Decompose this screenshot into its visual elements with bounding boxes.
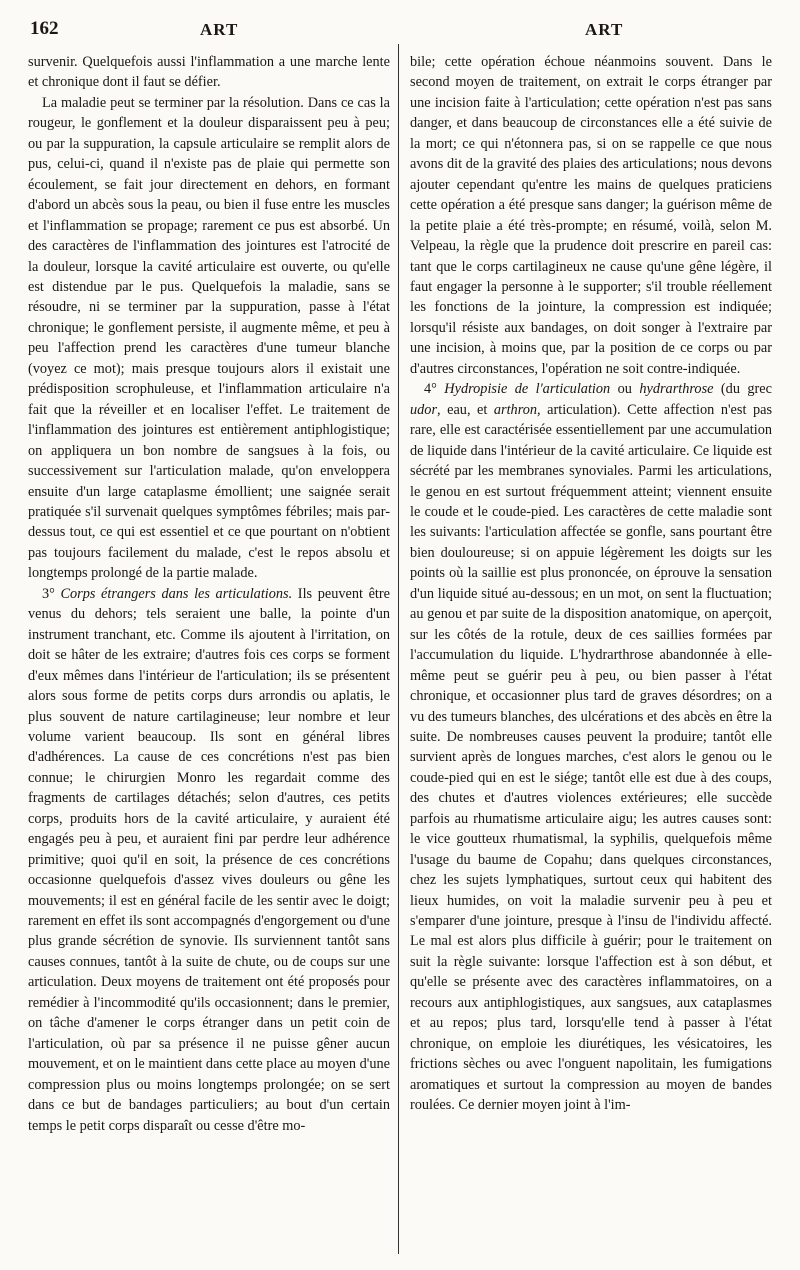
italic-text: arthron xyxy=(493,401,538,418)
italic-text: Hydropisie de l'articulation xyxy=(444,381,611,398)
right-column xyxy=(410,52,772,1116)
paragraph xyxy=(28,93,390,584)
text-run: survenir. Quelquefois aussi l'inflammation a une marche lente et chronique dont il faut se défier. xyxy=(28,54,390,91)
text-run: 3° xyxy=(42,585,61,602)
paragraph xyxy=(28,52,390,93)
italic-text: udor xyxy=(410,401,438,418)
left-running-head: ART xyxy=(200,20,239,39)
italic-text: Corps étrangers dans les articulations. xyxy=(60,585,293,602)
right-running-head: ART xyxy=(585,20,624,39)
left-column xyxy=(28,52,390,1136)
column-divider xyxy=(398,44,399,1254)
italic-text: hydrarthrose xyxy=(639,381,714,398)
text-run: 4° xyxy=(424,381,445,398)
text-run: (du grec xyxy=(713,381,772,398)
running-header xyxy=(0,18,800,44)
text-run: Ils peuvent être venus du dehors; tels seraient une balle, la pointe d'un instrument tranchant, etc. Comme ils ajoutent à l'irritation, on doit se hâter de les extraire; d'autres fois ces corps se forment d'eux mêmes dans l'intérieur de l'articulation; ils se présentent alors sous forme de petits corps durs arrondis ou aplatis, le plus souvent de nature cartilagineuse; leur nombre et leur volume varient beaucoup. Ils sont en général libres d'adhérences. La cause de ces concrétions n'est pas bien connue; le chirurgien Monro les regardait comme des fragments de cartilages détachés; selon d'autres, ces petits corps, produits hors de la cavité articulaire, y auraient été engagés peu à peu, et auraient fini par perdre leur adhérence primitive; quoi qu'il en soit, la présence de ces concrétions occasionne quelquefois d'assez vives douleurs ou gêne les mouvements; il est en général facile de les sentir avec le doigt; rarement en effet ils sont accompagnés d'engorgement ou d'une plus grande sécrétion de synovie. Ils surviennent tantôt sans causes connues, tantôt à la suite de chute, ou de coups sur une articulation. Deux moyens de traitement ont été proposés pour remédier à l'incommodité qu'ils occasionnent; dans le premier, on tâche d'amener le corps étranger dans un petit coin de l'articulation, où par sa présence il ne puisse gêner aucun mouvement, et on le maintient dans cette place au moyen d'une compression plus ou moins longtemps prolongée; on se sert dans ce but de bandages particuliers; au bout d'un certain temps le petit corps disparaît ou cesse d'être mo- xyxy=(28,585,390,1134)
text-run: ou xyxy=(610,381,640,398)
text-run: , articulation). Cette affection n'est pas rare, elle est caractérisée essentiellement par une accumulation de liquide dans l'intérieur de la cavité articulaire. Ce liquide est sécrété par les membranes synoviales. Parmi les articulations, le genou en est surtout fréquemment atteint; viennent ensuite le coude et le coude-pied. Les caractères de cette maladie sont les suivants: l'articulation affectée se gonfle, sans pourtant être bien douloureuse; si on appuie légèrement les doigts sur les points où la saillie est plus prononcée, on éprouve la sensation d'un liquide situé au-dessous; en un mot, on sent la fluctuation; au genou et par suite de la disposition anatomique, on aperçoit, sur les côtés de la rotule, deux de ces saillies formées par l'accumulation du liquide. L'hydrarthrose abandonnée à elle-même peut se guérir peu à peu, ou bien passer à l'état chronique, et occasionner plus tard de graves désordres; on a vu des tumeurs blanches, des ulcérations et des abcès en être la suite. De nombreuses causes peuvent la produire; tantôt elle survient après de longues marches, c'est alors le genou ou le coude-pied qui en est le siége; tantôt elle est due à des coups, des chutes et d'autres violences extérieures; elle succède parfois au rhumatisme articulaire aigu; les autres causes sont: le vice goutteux rhumatismal, la syphilis, quelquefois même l'usage du baume de Copahu; dans quelques circonstances, chez les sujets lymphatiques, surtout ceux qui habitent des lieux humides, on voit la maladie survenir peu à peu et s'emparer d'une jointure, presque à l'insu de l'individu affecté. Le mal est alors plus difficile à guérir; pour le traitement on suit la règle suivante: lorsque l'affection est à son début, et qu'elle se présente avec des caractères inflammatoires, on a recours aux antiphlogistiques, aux sangsues, aux cataplasmes et au repos; plus tard, lorsqu'elle tend à passer à l'état chronique, on emploie les diurétiques, les vésicatoires, les frictions sèches ou avec l'onguent napolitain, les fumigations aromatiques et surtout la compression au moyen de bandes roulées. Ce dernier moyen joint à l'im- xyxy=(410,401,773,1114)
text-run: bile; cette opération échoue néanmoins souvent. Dans le second moyen de traitement, on extrait le corps étranger par une incision faite à l'articulation; cette opération n'est pas sans danger, et dans beaucoup de circonstances elle a été suivie de la mort; ce qui n'étonnera pas, si on se rappelle ce que nous avons dit de la gravité des plaies des articulations; nous devons ajouter cependant qu'entre les mains de quelques praticiens cette opération a été presque sans danger; la guérison même de la petite plaie a été très-prompte; en résumé, voilà, selon M. Velpeau, la règle que la prudence doit prescrire en pareil cas: tant que le corps cartilagineux ne cause qu'une gêne légère, il faut engager la personne à le supporter; s'il trouble réellement les fonctions de la jointure, la compression est indiquée; lorsqu'il résiste aux bandages, on doit songer à l'extraire par une incision, à moins que, par la position de ce corps ou par d'autres circonstances, l'opération ne soit contre-indiquée. xyxy=(410,54,772,377)
text-run: La maladie peut se terminer par la résolution. Dans ce cas la rougeur, le gonflement et la douleur disparaissent peu à peu; ou par la suppuration, la capsule articulaire se remplit alors de pus, celui-ci, quand il n'existe pas de plaie qui permette son écoulement, se fait jour directement en dehors, en formant d'abord un abcès sous la peau, ou bien il fuse entre les muscles et l'inflammation se propage; rarement ce pus est absorbé. Un des caractères de l'inflammation des jointures est l'atrocité de la douleur, lorsque la cavité articulaire est ouverte, ou qu'elle est distendue par le pus. Quelquefois la maladie, sans se résoudre, ni se terminer par la suppuration, passe à l'état chronique; le gonflement persiste, il augmente même, et peu à peu l'affection prend les caractères d'une tumeur blanche (voyez ce mot); mais presque toujours alors il existait une prédisposition scrophuleuse, et l'inflammation articulaire n'a fait que la réveiller et en localiser l'effet. Le traitement de l'inflammation des jointures est entièrement antiphlogistique; on appliquera un bon nombre de sangsues à la fois, ou successivement sur l'articulation malade, qu'on enveloppera ensuite d'un large cataplasme émollient; une saignée serait pratiquée s'il survenait quelques symptômes fébriles; mais par-dessus tout, ce qui est essentiel et ce que pourtant on n'obtient pas toujours facilement du malade, c'est le repos absolu et longtemps prolongé de la partie malade. xyxy=(28,94,390,582)
paragraph xyxy=(28,584,390,1136)
page-number: 162 xyxy=(30,18,59,39)
text-run: , eau, et xyxy=(437,401,494,418)
paragraph xyxy=(410,52,772,379)
paragraph xyxy=(410,379,772,1115)
